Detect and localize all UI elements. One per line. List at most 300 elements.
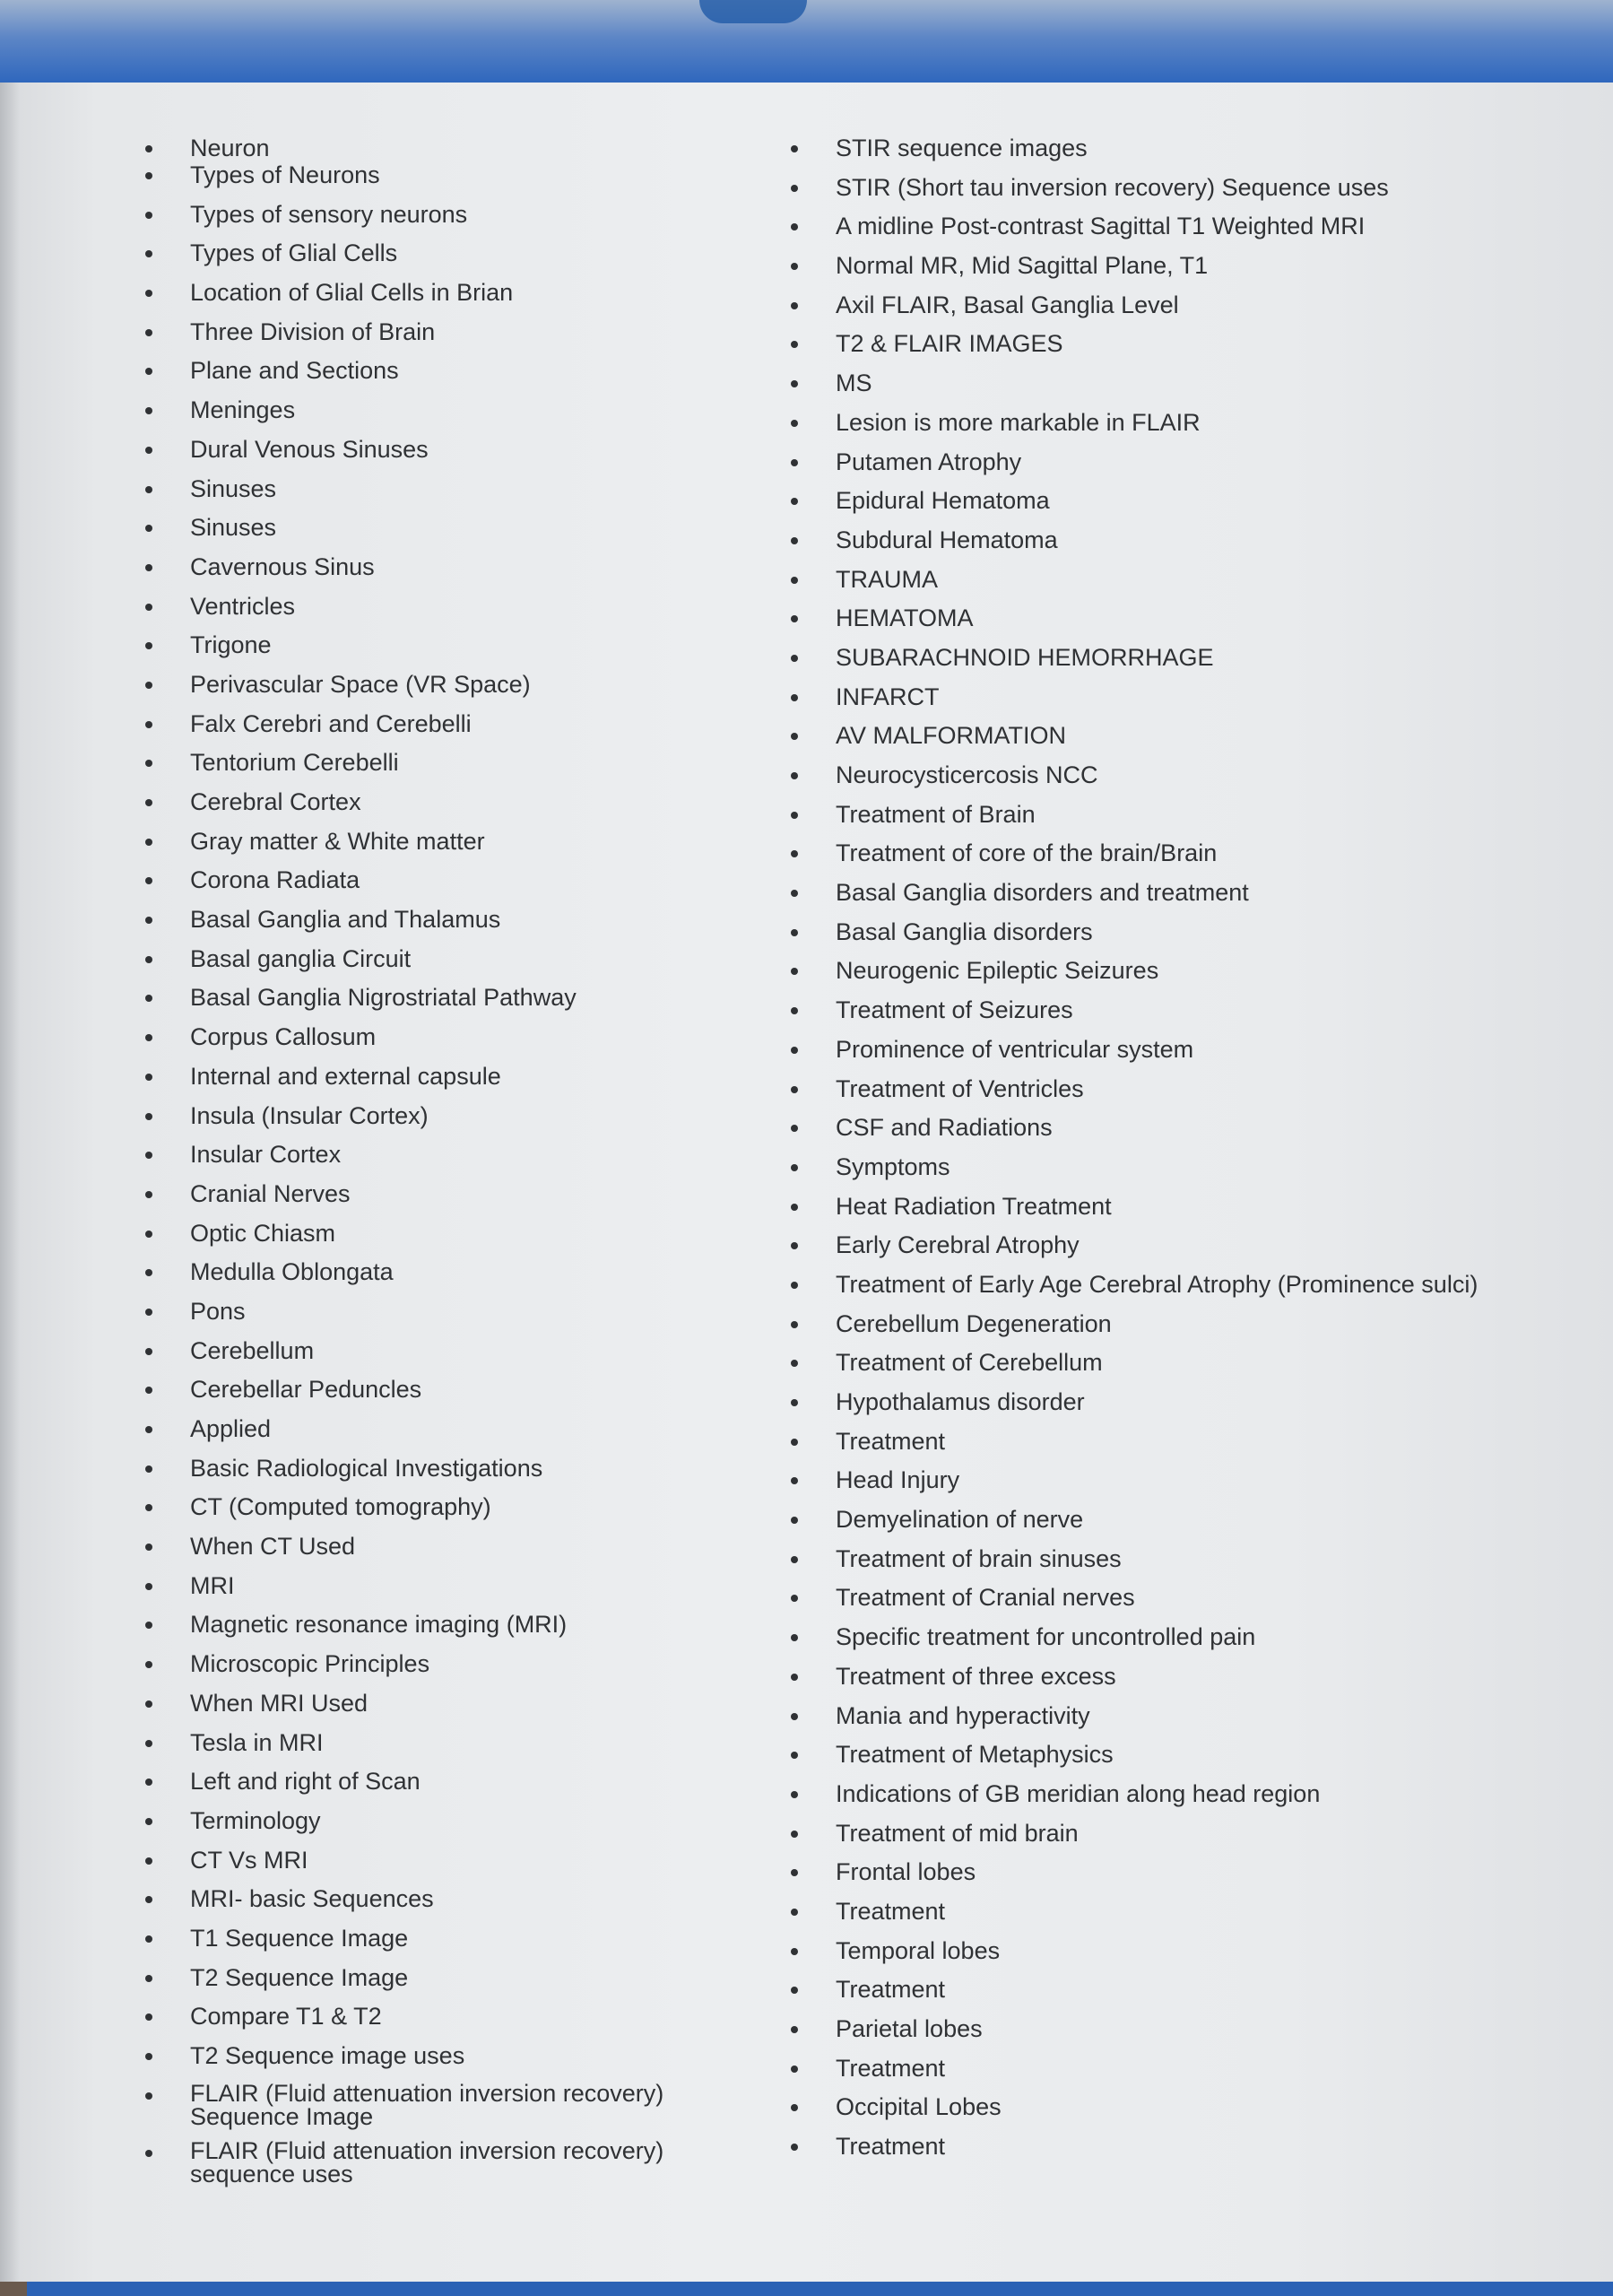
list-item-label: Medulla Oblongata [190,1258,394,1286]
list-item-label: MS [836,370,872,397]
list-item [791,1310,1562,1350]
list-item-label: FLAIR (Fluid attenuation inversion recovery) sequence uses [190,2136,664,2187]
bullet-icon [145,407,152,414]
list-item [791,252,1562,291]
list-item-label: Sinuses [190,474,277,502]
cover-bottom-band [27,2282,1613,2296]
list-item-label: Trigone [190,631,272,659]
bullet-icon [791,1164,798,1171]
list-item [145,1415,719,1455]
bullet-icon [791,890,798,897]
list-item-label: CT Vs MRI [190,1846,308,1874]
bullet-icon [791,1791,798,1798]
bullet-icon [791,145,798,152]
bullet-icon [145,1544,152,1551]
list-item [791,213,1562,252]
list-item-label: T2 Sequence Image [190,1963,409,1991]
bullet-icon [145,290,152,297]
bullet-icon [791,302,798,309]
list-item-label: Indications of GB meridian along head region [836,1779,1321,1807]
bullet-icon [791,459,798,466]
list-item-label: Types of Neurons [190,161,380,188]
list-item [145,1768,719,1807]
list-item [145,906,719,945]
bullet-icon [145,1074,152,1081]
bullet-icon [145,145,152,152]
list-item [145,2136,719,2187]
list-item-label: Types of Glial Cells [190,239,398,267]
list-item [791,1858,1562,1898]
list-item [145,866,719,906]
list-item-label: Treatment of three excess [836,1662,1116,1690]
list-item [791,879,1562,918]
bullet-icon [791,1204,798,1211]
bullet-icon [791,1086,798,1093]
list-item [145,2042,719,2082]
bullet-icon [145,447,152,454]
list-item-label: Subdural Hematoma [836,526,1058,553]
bullet-icon [791,1007,798,1014]
bullet-icon [145,212,152,219]
bullet-icon [145,604,152,611]
list-item [145,135,719,161]
list-item-label: STIR (Short tau inversion recovery) Sequence uses [836,173,1389,201]
list-item [145,553,719,593]
list-item [145,1220,719,1259]
bullet-icon [791,1439,798,1446]
list-item [145,1258,719,1298]
bullet-icon [145,839,152,846]
list-item-label: Treatment [836,1427,946,1455]
list-item-label: Perivascular Space (VR Space) [190,670,531,698]
list-item [145,828,719,867]
list-item [791,448,1562,488]
bullet-icon [791,341,798,348]
list-item-label: MRI [190,1571,235,1599]
list-item [145,396,719,436]
list-item [145,1925,719,1964]
list-item [145,1298,719,1337]
bullet-icon [791,1948,798,1955]
contents-list-right [791,135,1562,2172]
bullet-icon [145,1387,152,1394]
bullet-icon [791,577,798,584]
list-item [791,1153,1562,1193]
list-item-label: T2 Sequence image uses [190,2042,465,2069]
list-item-label: Cerebral Cortex [190,788,361,815]
list-item [145,945,719,985]
list-item-label: Normal MR, Mid Sagittal Plane, T1 [836,252,1209,280]
list-item-label: Left and right of Scan [190,1768,421,1796]
bullet-icon [145,1818,152,1825]
bullet-icon [791,772,798,779]
list-item-label: Cavernous Sinus [190,552,375,580]
list-item-label: Cerebellum [190,1336,315,1364]
bullet-icon [791,2066,798,2073]
list-item [145,161,719,201]
list-item [791,1036,1562,1075]
bullet-icon [145,1426,152,1433]
list-item [791,1623,1562,1663]
list-item [145,1807,719,1847]
list-item-label: Early Cerebral Atrophy [836,1231,1080,1259]
list-item-label: Treatment of Cerebellum [836,1349,1103,1377]
bullet-icon [791,1125,798,1132]
page-shadow-edge [0,83,20,2282]
list-item [791,2055,1562,2094]
bullet-icon [145,2013,152,2021]
bullet-icon [145,368,152,375]
list-item [791,487,1562,526]
bullet-icon [145,329,152,336]
bullet-icon [791,1360,798,1367]
list-item [145,1885,719,1925]
list-item-label: Treatment of Early Age Cerebral Atrophy (Prominence sulci) [836,1270,1479,1298]
list-item-label: Prominence of ventricular system [836,1035,1194,1063]
bullet-icon [145,877,152,884]
list-item [145,1650,719,1690]
list-item [791,1349,1562,1388]
bullet-icon [791,929,798,936]
list-item [791,1466,1562,1506]
list-item [791,1976,1562,2015]
bullet-icon [791,1595,798,1602]
list-item [791,722,1562,761]
list-item [145,749,719,788]
list-item-label: Falx Cerebri and Cerebelli [190,709,472,737]
list-item [791,330,1562,370]
list-item-label: STIR sequence images [836,135,1088,161]
bullet-icon [791,1242,798,1249]
list-item [791,801,1562,840]
bullet-icon [791,1517,798,1524]
bullet-icon [145,1034,152,1041]
bullet-icon [791,615,798,622]
list-item [791,604,1562,644]
list-item-label: Optic Chiasm [190,1219,336,1247]
list-item-label: SUBARACHNOID HEMORRHAGE [836,643,1214,671]
list-item-label: Treatment [836,1897,946,1925]
list-item-label: Meninges [190,396,296,424]
bullet-icon [145,1583,152,1590]
bullet-icon [791,1713,798,1720]
list-item [145,1376,719,1415]
cover-top-band [0,0,1613,83]
list-item [145,475,719,515]
list-item-label: Specific treatment for uncontrolled pain [836,1623,1256,1651]
list-item [145,357,719,396]
bullet-icon [145,486,152,493]
bullet-icon [791,263,798,270]
list-item [791,1545,1562,1585]
list-item-label: T1 Sequence Image [190,1924,409,1952]
list-item [791,1820,1562,1859]
list-item-label: Lesion is more markable in FLAIR [836,408,1201,436]
list-item [791,1506,1562,1545]
bullet-icon [145,682,152,689]
list-item-label: Symptoms [836,1152,950,1180]
bullet-icon [145,1622,152,1629]
list-item [791,1702,1562,1742]
list-item [791,1231,1562,1271]
list-item [145,710,719,750]
list-item-label: Three Division of Brain [190,317,436,345]
list-item-label: Temporal lobes [836,1936,1001,1964]
list-item-label: FLAIR (Fluid attenuation inversion recovery) Sequence Image [190,2079,664,2130]
bullet-icon [145,956,152,963]
bullet-icon [145,1348,152,1355]
bullet-icon [145,172,152,179]
bullet-icon [791,1556,798,1563]
list-item [791,996,1562,1036]
bullet-icon [145,1661,152,1668]
list-item-label: Occipital Lobes [836,2093,1002,2121]
list-item-label: CSF and Radiations [836,1114,1053,1142]
list-item [145,239,719,279]
bullet-icon [145,1465,152,1473]
bullet-icon [791,655,798,662]
bullet-icon [145,1857,152,1865]
list-item [145,1611,719,1650]
bullet-icon [145,799,152,806]
list-item-label: Neurogenic Epileptic Seizures [836,957,1159,985]
bullet-icon [145,721,152,728]
list-item [791,2015,1562,2055]
bullet-icon [791,850,798,857]
list-item-label: Dural Venous Sinuses [190,435,429,463]
bullet-icon [791,1831,798,1838]
list-item [145,788,719,828]
bullet-icon [791,498,798,505]
list-item-label: Basal Ganglia disorders and treatment [836,879,1249,907]
bullet-icon [791,1634,798,1641]
list-item [145,201,719,240]
list-item [791,566,1562,605]
list-item-label: Applied [190,1415,272,1442]
list-item [145,1729,719,1769]
list-item-label: Treatment of mid brain [836,1819,1079,1847]
list-item-label: Ventricles [190,592,296,620]
bullet-icon [791,2026,798,2033]
list-item [145,1533,719,1572]
bullet-icon [791,1399,798,1406]
list-item [145,1493,719,1533]
bullet-icon [145,760,152,767]
list-item [145,671,719,710]
list-item-label: TRAUMA [836,565,938,593]
list-item [791,683,1562,723]
list-item-label: Treatment [836,2133,946,2161]
list-item [791,1193,1562,1232]
list-item [791,2093,1562,2133]
list-item [145,279,719,318]
list-item-label: Magnetic resonance imaging (MRI) [190,1611,568,1639]
list-item-label: Microscopic Principles [190,1650,430,1678]
list-item-label: Compare T1 & T2 [190,2003,382,2031]
list-item-label: Tesla in MRI [190,1728,324,1756]
list-item [145,1455,719,1494]
list-item [145,514,719,553]
bullet-icon [791,420,798,427]
bullet-icon [791,1987,798,1994]
list-item-label: AV MALFORMATION [836,722,1067,750]
list-item-label: Treatment of Seizures [836,996,1073,1024]
list-item-label: Sinuses [190,514,277,542]
list-item-label: Internal and external capsule [190,1062,501,1090]
list-item-label: Mania and hyperactivity [836,1701,1090,1729]
bullet-icon [145,1935,152,1943]
bullet-icon [145,250,152,257]
list-item [791,1663,1562,1702]
list-item-label: HEMATOMA [836,604,974,632]
list-item-label: Parietal lobes [836,2015,983,2042]
list-item-label: Basal Ganglia and Thalamus [190,906,501,934]
list-item-label: Axil FLAIR, Basal Ganglia Level [836,291,1179,318]
list-item [791,2133,1562,2172]
list-item-label: Basic Radiological Investigations [190,1454,543,1482]
list-item-label: Treatment of Metaphysics [836,1741,1114,1769]
list-item [145,1102,719,1142]
bullet-icon [145,1896,152,1903]
bullet-icon [791,1909,798,1916]
list-item-label: Treatment of Ventricles [836,1074,1084,1102]
list-item-label: Insula (Insular Cortex) [190,1101,429,1129]
bullet-icon [145,2150,152,2157]
list-item-label: Pons [190,1297,246,1325]
bullet-icon [791,1752,798,1759]
list-item [791,839,1562,879]
list-item [791,409,1562,448]
list-item [791,291,1562,331]
bullet-icon [791,185,798,192]
bullet-icon [791,1869,798,1876]
list-item [145,1023,719,1063]
bullet-icon [791,380,798,387]
bullet-icon [145,564,152,571]
bullet-icon [791,694,798,701]
list-item [145,1141,719,1180]
contents-list-left [145,135,719,2196]
bullet-icon [145,1269,152,1276]
list-item-label: Plane and Sections [190,357,399,385]
list-item-label: Neurocysticercosis NCC [836,761,1098,788]
list-item-label: Corona Radiata [190,866,360,894]
list-item [145,436,719,475]
bullet-icon [791,223,798,230]
list-item-label: Putamen Atrophy [836,448,1022,475]
list-item [145,1180,719,1220]
list-item-label: Neuron [190,135,270,161]
list-item-label: Treatment of brain sinuses [836,1544,1122,1572]
bullet-icon [791,2104,798,2111]
list-item-label: CT (Computed tomography) [190,1493,491,1521]
bullet-icon [145,525,152,532]
list-item [145,1964,719,2004]
list-item [791,644,1562,683]
list-item-label: When MRI Used [190,1689,369,1717]
bullet-icon [791,968,798,975]
list-item [145,318,719,358]
bullet-icon [145,1700,152,1708]
list-item-label: Types of sensory neurons [190,200,468,228]
bullet-icon [791,1282,798,1289]
list-item [145,593,719,632]
list-item-label: Basal Ganglia Nigrostriatal Pathway [190,984,577,1012]
list-item-label: Tentorium Cerebelli [190,749,399,777]
list-item-label: Demyelination of nerve [836,1506,1084,1534]
list-item-label: Insular Cortex [190,1141,342,1169]
bullet-icon [145,1309,152,1316]
bullet-icon [791,1321,798,1328]
bullet-icon [791,1047,798,1054]
list-item [145,1847,719,1886]
list-item [791,1584,1562,1623]
bullet-icon [145,1113,152,1120]
bullet-icon [145,1231,152,1238]
bullet-icon [791,1674,798,1681]
bullet-icon [145,1191,152,1198]
list-item [791,1898,1562,1937]
list-item [791,761,1562,801]
list-item-label: Cerebellum Degeneration [836,1309,1112,1337]
bullet-icon [145,1740,152,1747]
list-item [791,1075,1562,1115]
list-item-label: INFARCT [836,683,940,710]
list-item-label: Location of Glial Cells in Brian [190,279,514,307]
bullet-icon [145,2053,152,2060]
list-item [791,174,1562,213]
list-item-label: Treatment of Cranial nerves [836,1584,1135,1612]
list-item [791,1428,1562,1467]
list-item [791,1114,1562,1153]
list-item-label: When CT Used [190,1533,356,1561]
bullet-icon [791,1477,798,1484]
bullet-icon [791,537,798,544]
list-item [145,1572,719,1612]
list-item [145,1063,719,1102]
bullet-icon [145,995,152,1002]
list-item [145,1337,719,1377]
list-item-label: Corpus Callosum [190,1023,377,1051]
list-item [791,1937,1562,1977]
list-item-label: T2 & FLAIR IMAGES [836,330,1063,358]
list-item [145,2079,719,2130]
list-item [145,984,719,1023]
list-item-label: Cranial Nerves [190,1179,351,1207]
list-item-label: Treatment of core of the brain/Brain [836,839,1218,867]
list-item [791,526,1562,566]
bullet-icon [145,917,152,924]
list-item-label: Treatment [836,1976,946,2004]
list-item-label: Epidural Hematoma [836,487,1050,515]
list-item-label: Heat Radiation Treatment [836,1192,1112,1220]
list-item [791,957,1562,996]
list-item [791,1271,1562,1310]
list-item-label: Treatment [836,2054,946,2082]
bullet-icon [145,1975,152,1982]
list-item-label: Treatment of Brain [836,800,1036,828]
list-item-label: A midline Post-contrast Sagittal T1 Weighted MRI [836,213,1366,240]
bullet-icon [145,2092,152,2100]
bullet-icon [791,2144,798,2151]
list-item-label: Terminology [190,1806,321,1834]
list-item [791,370,1562,409]
list-item [791,1741,1562,1780]
list-item-label: MRI- basic Sequences [190,1885,434,1913]
list-item [791,1780,1562,1820]
bullet-icon [145,1779,152,1786]
list-item [145,2003,719,2042]
